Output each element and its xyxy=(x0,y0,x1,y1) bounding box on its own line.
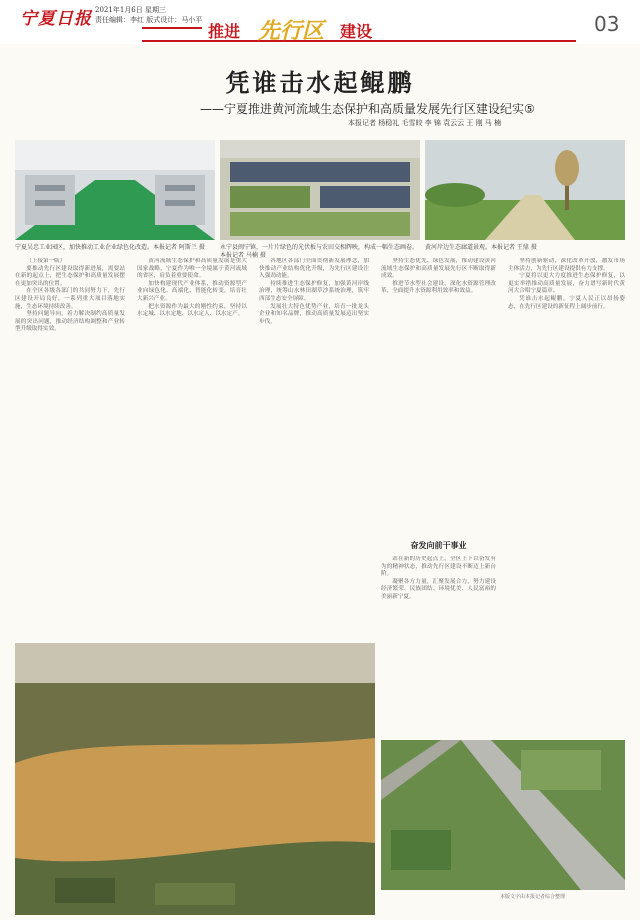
column1-paragraph: 在全区各级各部门的共同努力下，先行区建设开局良好，一系列重大项目落地实施，生态环境持续改善。 xyxy=(15,288,125,310)
column2-paragraph: 黄河流域生态保护和高质量发展是重大国家战略，宁夏作为唯一全境属于黄河流域的省区，肩负着重要使命。 xyxy=(137,258,247,280)
column5-paragraph: 坚持创新驱动，深化改革开放，激发市场主体活力，为先行区建设提供有力支撑。 xyxy=(508,258,625,272)
column2-paragraph: 把水资源作为最大的刚性约束，坚持以水定城、以水定地、以水定人、以水定产。 xyxy=(137,303,247,318)
solar-farm-image xyxy=(220,140,420,240)
column1-paragraph: 要推动先行区建设取得新进展，需要站在新的起点上，把生态保护和高质量发展摆在更加突出的位置。 xyxy=(15,265,125,287)
column2-paragraph: 加快构建现代产业体系，推动资源型产业向绿色化、高端化、智能化转变，培育壮大新兴产业。 xyxy=(137,280,247,302)
page-number: 03 xyxy=(594,12,620,36)
section-title-part1: 推进 xyxy=(208,22,241,41)
river-park-photo xyxy=(425,140,625,240)
section-title-part2: 先行区 xyxy=(258,18,325,44)
solar-farm-photo-caption: 永宁县闽宁镇，一片片绿色的光伏板与农田交相辉映，构成一幅生态画卷。本报记者 马楠 摄 xyxy=(220,244,419,259)
column5-paragraph: 宁夏将以更大力度推进生态保护修复，以更实举措推动高质量发展，奋力谱写新时代黄河大合唱宁夏篇章。 xyxy=(508,273,625,295)
column1-paragraph: 坚持问题导向，着力解决制约高质量发展的突出问题，推动经济结构调整和产业转型升级取得实效。 xyxy=(15,311,125,333)
subheading: 奋发向前干事业 xyxy=(410,541,467,550)
column4-paragraph: 凝聚各方力量，汇聚发展合力，努力建设经济繁荣、民族团结、环境优美、人民富裕的美丽新宁夏。 xyxy=(381,578,496,600)
factory-photo xyxy=(15,140,215,240)
masthead xyxy=(0,0,640,44)
solar-farm-photo xyxy=(220,140,420,240)
article-column-2 xyxy=(137,258,247,638)
column3-paragraph: 发展壮大特色优势产业，培育一批龙头企业和知名品牌，推动高质量发展迈出坚实步伐。 xyxy=(259,303,369,325)
article-column-4b xyxy=(381,556,496,736)
section-title-part3: 建设 xyxy=(340,22,373,41)
banner-rule xyxy=(142,27,202,29)
column4-paragraph: 站在新的历史起点上，全区上下以奋发有为的精神状态，推动先行区建设不断迈上新台阶。 xyxy=(381,556,496,578)
article-subtitle: ——宁夏推进黄河流域生态保护和高质量发展先行区建设纪实⑤ xyxy=(200,102,535,116)
column3-paragraph: 持续推进生态保护修复，加强黄河岸线治理，统筹山水林田湖草沙系统治理，筑牢西部生态安全屏障。 xyxy=(259,280,369,302)
newspaper-logo: 宁夏日报 xyxy=(20,9,92,29)
column1-lead: （上接第一版） xyxy=(26,258,66,264)
article-column-3 xyxy=(259,258,369,638)
road-aerial-image xyxy=(381,740,625,890)
section-banner xyxy=(142,16,576,42)
yellow-river-aerial-image xyxy=(15,643,375,915)
editor-line: 责任编辑：李红 版式设计：马小平 xyxy=(95,16,203,24)
article-title: 凭谁击水起鲲鹏 xyxy=(225,69,415,97)
river-park-image xyxy=(425,140,625,240)
article-column-5 xyxy=(508,258,625,638)
date-line: 2021年1月6日 星期三 xyxy=(95,6,166,14)
article-column-1 xyxy=(15,258,125,638)
road-aerial-photo xyxy=(381,740,625,890)
factory-photo-caption: 宁夏吴忠工业园区，加快推动工业企业绿色化改造。本报记者 阿斯兰 摄 xyxy=(15,244,205,251)
factory-image xyxy=(15,140,215,240)
article-byline: 本报记者 杨稳礼 毛雪皎 李 锦 袁云云 王 刚 马 楠 xyxy=(348,119,502,127)
column4-paragraph: 坚持生态优先、绿色发展，推动建设黄河流域生态保护和高质量发展先行区不断取得新成效。 xyxy=(381,258,496,280)
footer-note: 本版文字由本报记者综合整理 xyxy=(500,894,566,900)
river-park-photo-caption: 黄河岸边生态廊道景观。本报记者 王鼎 摄 xyxy=(425,244,537,251)
yellow-river-aerial-photo xyxy=(15,643,375,915)
column4-paragraph: 推进节水型社会建设，深化水资源管理改革，全面提升水资源利用效率和效益。 xyxy=(381,280,496,295)
column5-paragraph: 凭谁击水起鲲鹏，宁夏人民正以昂扬姿态，在先行区建设的新征程上阔步前行。 xyxy=(508,295,625,310)
column3-paragraph: 各地区各部门全面贯彻新发展理念，加快推动产业结构优化升级，为先行区建设注入强劲动能。 xyxy=(259,258,369,280)
